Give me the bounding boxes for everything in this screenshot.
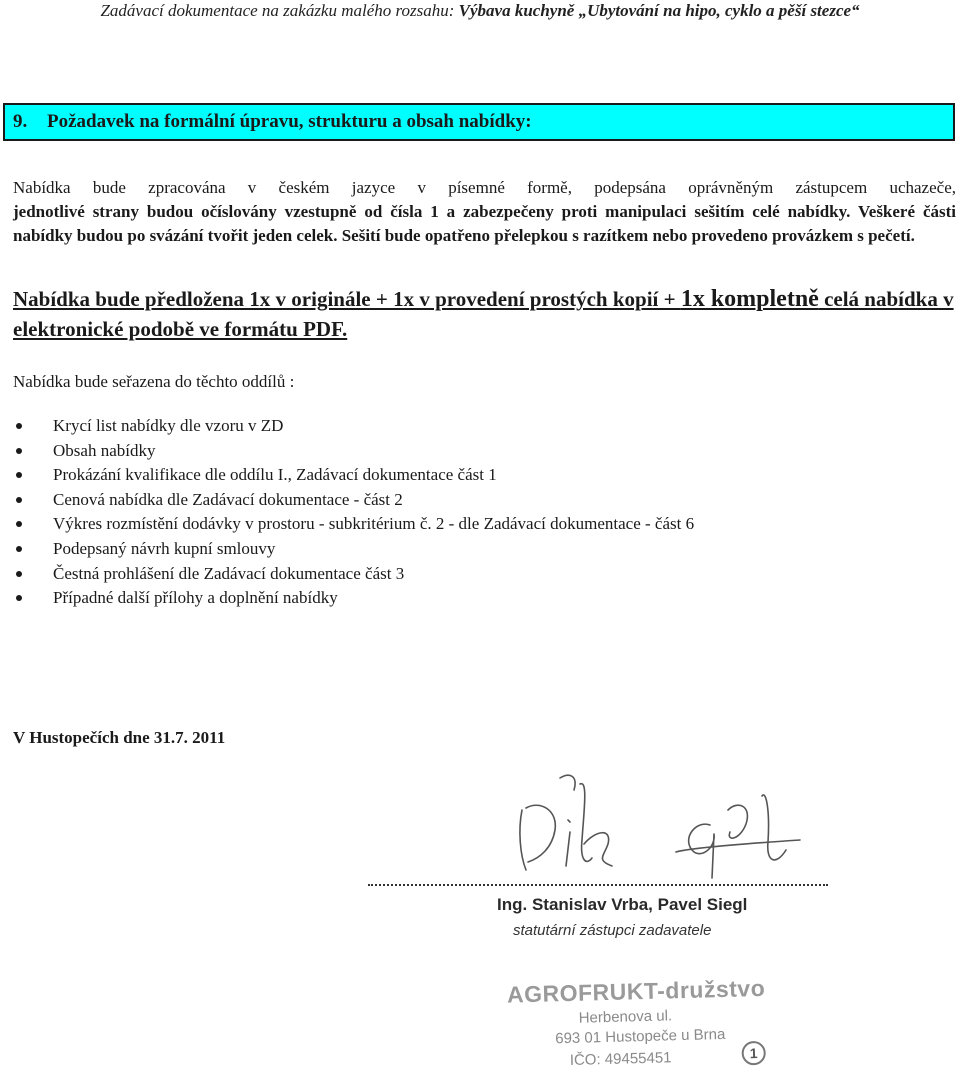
list-item (13, 512, 694, 537)
list-item-text: Krycí list nabídky dle vzoru v ZD (53, 416, 284, 435)
handwritten-signature (500, 770, 830, 885)
paragraph-copies (13, 284, 956, 344)
paragraph1-line1: Nabídka bude zpracována v českém jazyce v písemné formě, podepsána oprávněným zástupcem uchazeče, (13, 178, 956, 197)
list-item-text: Cenová nabídka dle Zadávací dokumentace - část 2 (53, 489, 403, 509)
bullet-icon (16, 423, 22, 429)
section-number: 9. (13, 111, 28, 132)
place-and-date: V Hustopečích dne 31.7. 2011 (13, 728, 226, 747)
list-item (13, 488, 694, 513)
paragraph-order: Nabídka bude seřazena do těchto oddílů : (13, 372, 295, 391)
section-title: Požadavek na formální úpravu, strukturu a obsah nabídky: (47, 111, 532, 132)
paragraph1-bold: jednotlivé strany budou očíslovány vzestupně od čísla 1 a zabezpečeny proti manipulaci sešitím celé nabídky. Veškeré části nabídky budou po svázání tvořit jeden celek. Sešití bude opatřeno přelepkou s razítkem nebo provedeno provázkem s pečetí. (13, 202, 956, 245)
bullet-icon (16, 595, 22, 601)
bullet-icon (16, 472, 22, 478)
paragraph2-text: Nabídka bude předložena 1x v originále + 1x v provedení prostých kopií + (13, 287, 681, 311)
stamp-company-name: AGROFRUKT-družstvo (506, 974, 766, 1008)
paragraph-formal-requirements (13, 176, 956, 248)
header-prefix: Zadávací dokumentace na zakázku malého rozsahu: (100, 1, 459, 20)
stamp-street: Herbenova ul. (578, 1007, 673, 1027)
list-item (13, 439, 694, 464)
paragraph2-text-end: celá nabídka v elektronické podobě ve formátu PDF. (13, 287, 954, 341)
signer-names: Ing. Stanislav Vrba, Pavel Siegl (497, 895, 748, 914)
section-heading (3, 103, 955, 141)
list-item (13, 562, 694, 587)
list-item-text: Čestná prohlášení dle Zadávací dokumentace část 3 (53, 563, 405, 583)
signer-role: statutární zástupci zadavatele (513, 922, 712, 939)
list-item (13, 414, 694, 439)
signature-line (368, 884, 828, 886)
list-item-text: Prokázání kvalifikace dle oddílu I., Zadávací dokumentace část 1 (53, 465, 497, 485)
bullet-icon (16, 546, 22, 552)
paragraph2-emphasis: 1x kompletně (680, 286, 819, 312)
list-item-text: Případné další přílohy a doplnění nabídky (53, 588, 338, 608)
list-item-text: Výkres rozmístění dodávky v prostoru - subkritérium č. 2 - dle Zadávací dokumentace - část 6 (53, 514, 695, 534)
company-stamp (504, 974, 787, 1081)
running-header (0, 1, 960, 21)
stamp-number-circle: 1 (741, 1041, 766, 1066)
list-item (13, 586, 694, 611)
header-subject: Výbava kuchyně (458, 1, 575, 20)
bullet-icon (16, 448, 22, 454)
bullet-icon (16, 521, 22, 527)
bullet-icon (16, 497, 22, 503)
stamp-city: 693 01 Hustopeče u Brna (555, 1025, 726, 1048)
list-item (13, 537, 694, 562)
list-item-text: Obsah nabídky (53, 440, 156, 460)
stamp-ico: IČO: 49455451 (569, 1049, 672, 1069)
header-title: „Ubytování na hipo, cyklo a pěší stezce“ (574, 1, 860, 20)
list-item (13, 463, 694, 488)
bullet-icon (16, 571, 22, 577)
sections-list (13, 414, 694, 611)
list-item-text: Podepsaný návrh kupní smlouvy (53, 538, 276, 558)
